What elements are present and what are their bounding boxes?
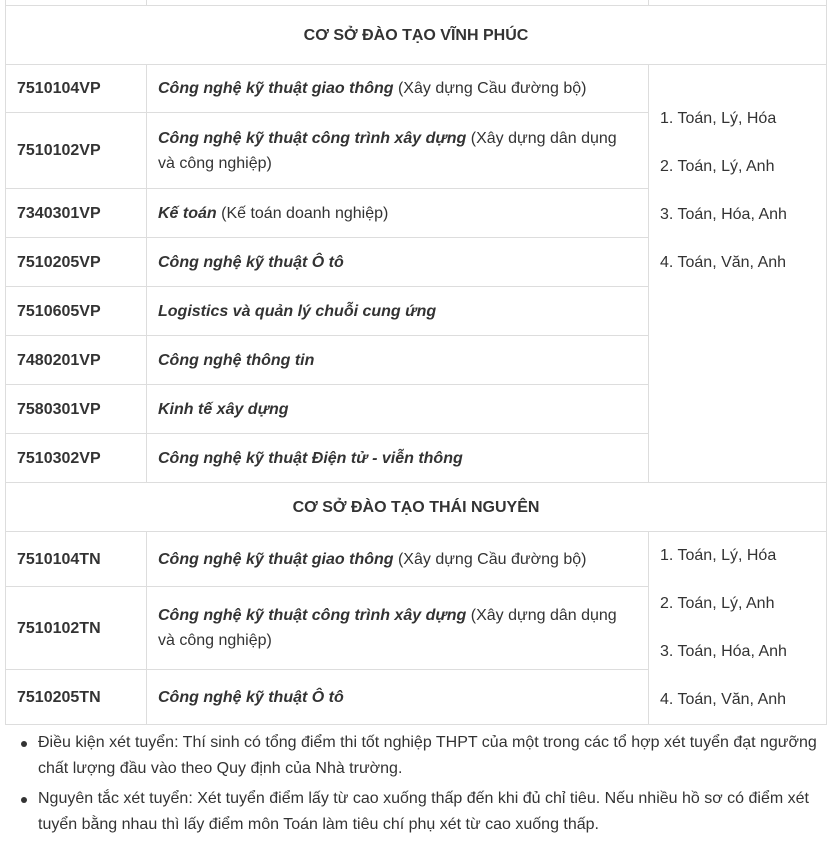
- section-header-row: [6, 483, 827, 532]
- combo-item: 4. Toán, Văn, Anh: [660, 691, 787, 708]
- note-admission-condition: Điều kiện xét tuyển: Thí sinh có tổng điểm thi tốt nghiệp THPT của một trong các tổ hợp xét tuyển đạt ngưỡng chất lượng đầu vào theo Quy định của Nhà trường.: [38, 730, 829, 782]
- major-name: Công nghệ kỹ thuật giao thông: [158, 550, 394, 568]
- major-name: Kinh tế xây dựng: [158, 400, 289, 418]
- major-name-cell: [147, 587, 649, 670]
- major-name-cell: [147, 113, 649, 189]
- table-row: [6, 532, 827, 587]
- combo-item: 3. Toán, Hóa, Anh: [660, 206, 787, 223]
- major-code: 7510605VP: [6, 287, 147, 336]
- major-code: 7510102TN: [6, 587, 147, 670]
- major-note: (Xây dựng dân dụng và công nghiệp): [158, 129, 617, 172]
- major-name: Công nghệ kỹ thuật công trình xây dựng: [158, 129, 467, 147]
- major-note: (Kế toán doanh nghiệp): [216, 204, 389, 222]
- major-code: 7510205VP: [6, 238, 147, 287]
- major-name-cell: [147, 336, 649, 385]
- combo-item: 1. Toán, Lý, Hóa: [660, 547, 777, 564]
- subject-combos: [649, 65, 827, 483]
- major-name-cell: [147, 238, 649, 287]
- admission-table: [5, 0, 827, 725]
- major-name-cell: [147, 532, 649, 587]
- major-name-cell: [147, 65, 649, 113]
- major-code: 7580301VP: [6, 385, 147, 434]
- major-code: 7510205TN: [6, 670, 147, 725]
- major-name: Công nghệ kỹ thuật Ô tô: [158, 253, 344, 271]
- major-name-cell: [147, 670, 649, 725]
- major-name: Công nghệ kỹ thuật Điện tử - viễn thông: [158, 449, 463, 467]
- subject-combos: [649, 532, 827, 725]
- major-name: Công nghệ kỹ thuật giao thông: [158, 80, 394, 97]
- combo-item: 2. Toán, Lý, Anh: [660, 158, 775, 175]
- note-admission-principle: Nguyên tắc xét tuyển: Xét tuyển điểm lấy từ cao xuống thấp đến khi đủ chỉ tiêu. Nếu nhiều hồ sơ có điểm xét tuyển bằng nhau thì lấy điểm môn Toán làm tiêu chí phụ xét từ cao xuống thấp.: [38, 786, 829, 838]
- major-name-cell: [147, 189, 649, 238]
- combo-item: 1. Toán, Lý, Hóa: [660, 110, 777, 127]
- section-title: CƠ SỞ ĐÀO TẠO VĨNH PHÚC: [6, 6, 827, 65]
- major-code: 7510104TN: [6, 532, 147, 587]
- major-name: Logistics và quản lý chuỗi cung ứng: [158, 302, 437, 320]
- major-note: (Xây dựng Cầu đường bộ): [393, 80, 587, 97]
- major-name: Kế toán: [158, 204, 217, 222]
- major-code: 7510104VP: [6, 65, 147, 113]
- major-name: Công nghệ thông tin: [158, 351, 315, 369]
- major-code: 7340301VP: [6, 189, 147, 238]
- section-title: CƠ SỞ ĐÀO TẠO THÁI NGUYÊN: [6, 483, 827, 532]
- major-note: (Xây dựng Cầu đường bộ): [393, 550, 587, 568]
- combo-item: 3. Toán, Hóa, Anh: [660, 643, 787, 660]
- major-name-cell: [147, 434, 649, 483]
- major-code: 7480201VP: [6, 336, 147, 385]
- major-code: 7510102VP: [6, 113, 147, 189]
- major-name: Công nghệ kỹ thuật Ô tô: [158, 688, 344, 706]
- major-code: 7510302VP: [6, 434, 147, 483]
- major-name: Công nghệ kỹ thuật công trình xây dựng: [158, 607, 467, 624]
- combo-item: 2. Toán, Lý, Anh: [660, 595, 775, 612]
- major-name-cell: [147, 287, 649, 336]
- table-row: [6, 65, 827, 113]
- section-header-row: [6, 6, 827, 65]
- combo-item: 4. Toán, Văn, Anh: [660, 254, 787, 271]
- major-name-cell: [147, 385, 649, 434]
- admission-notes: [0, 730, 829, 842]
- major-note: (Xây dựng dân dụng và công nghiệp): [158, 607, 617, 649]
